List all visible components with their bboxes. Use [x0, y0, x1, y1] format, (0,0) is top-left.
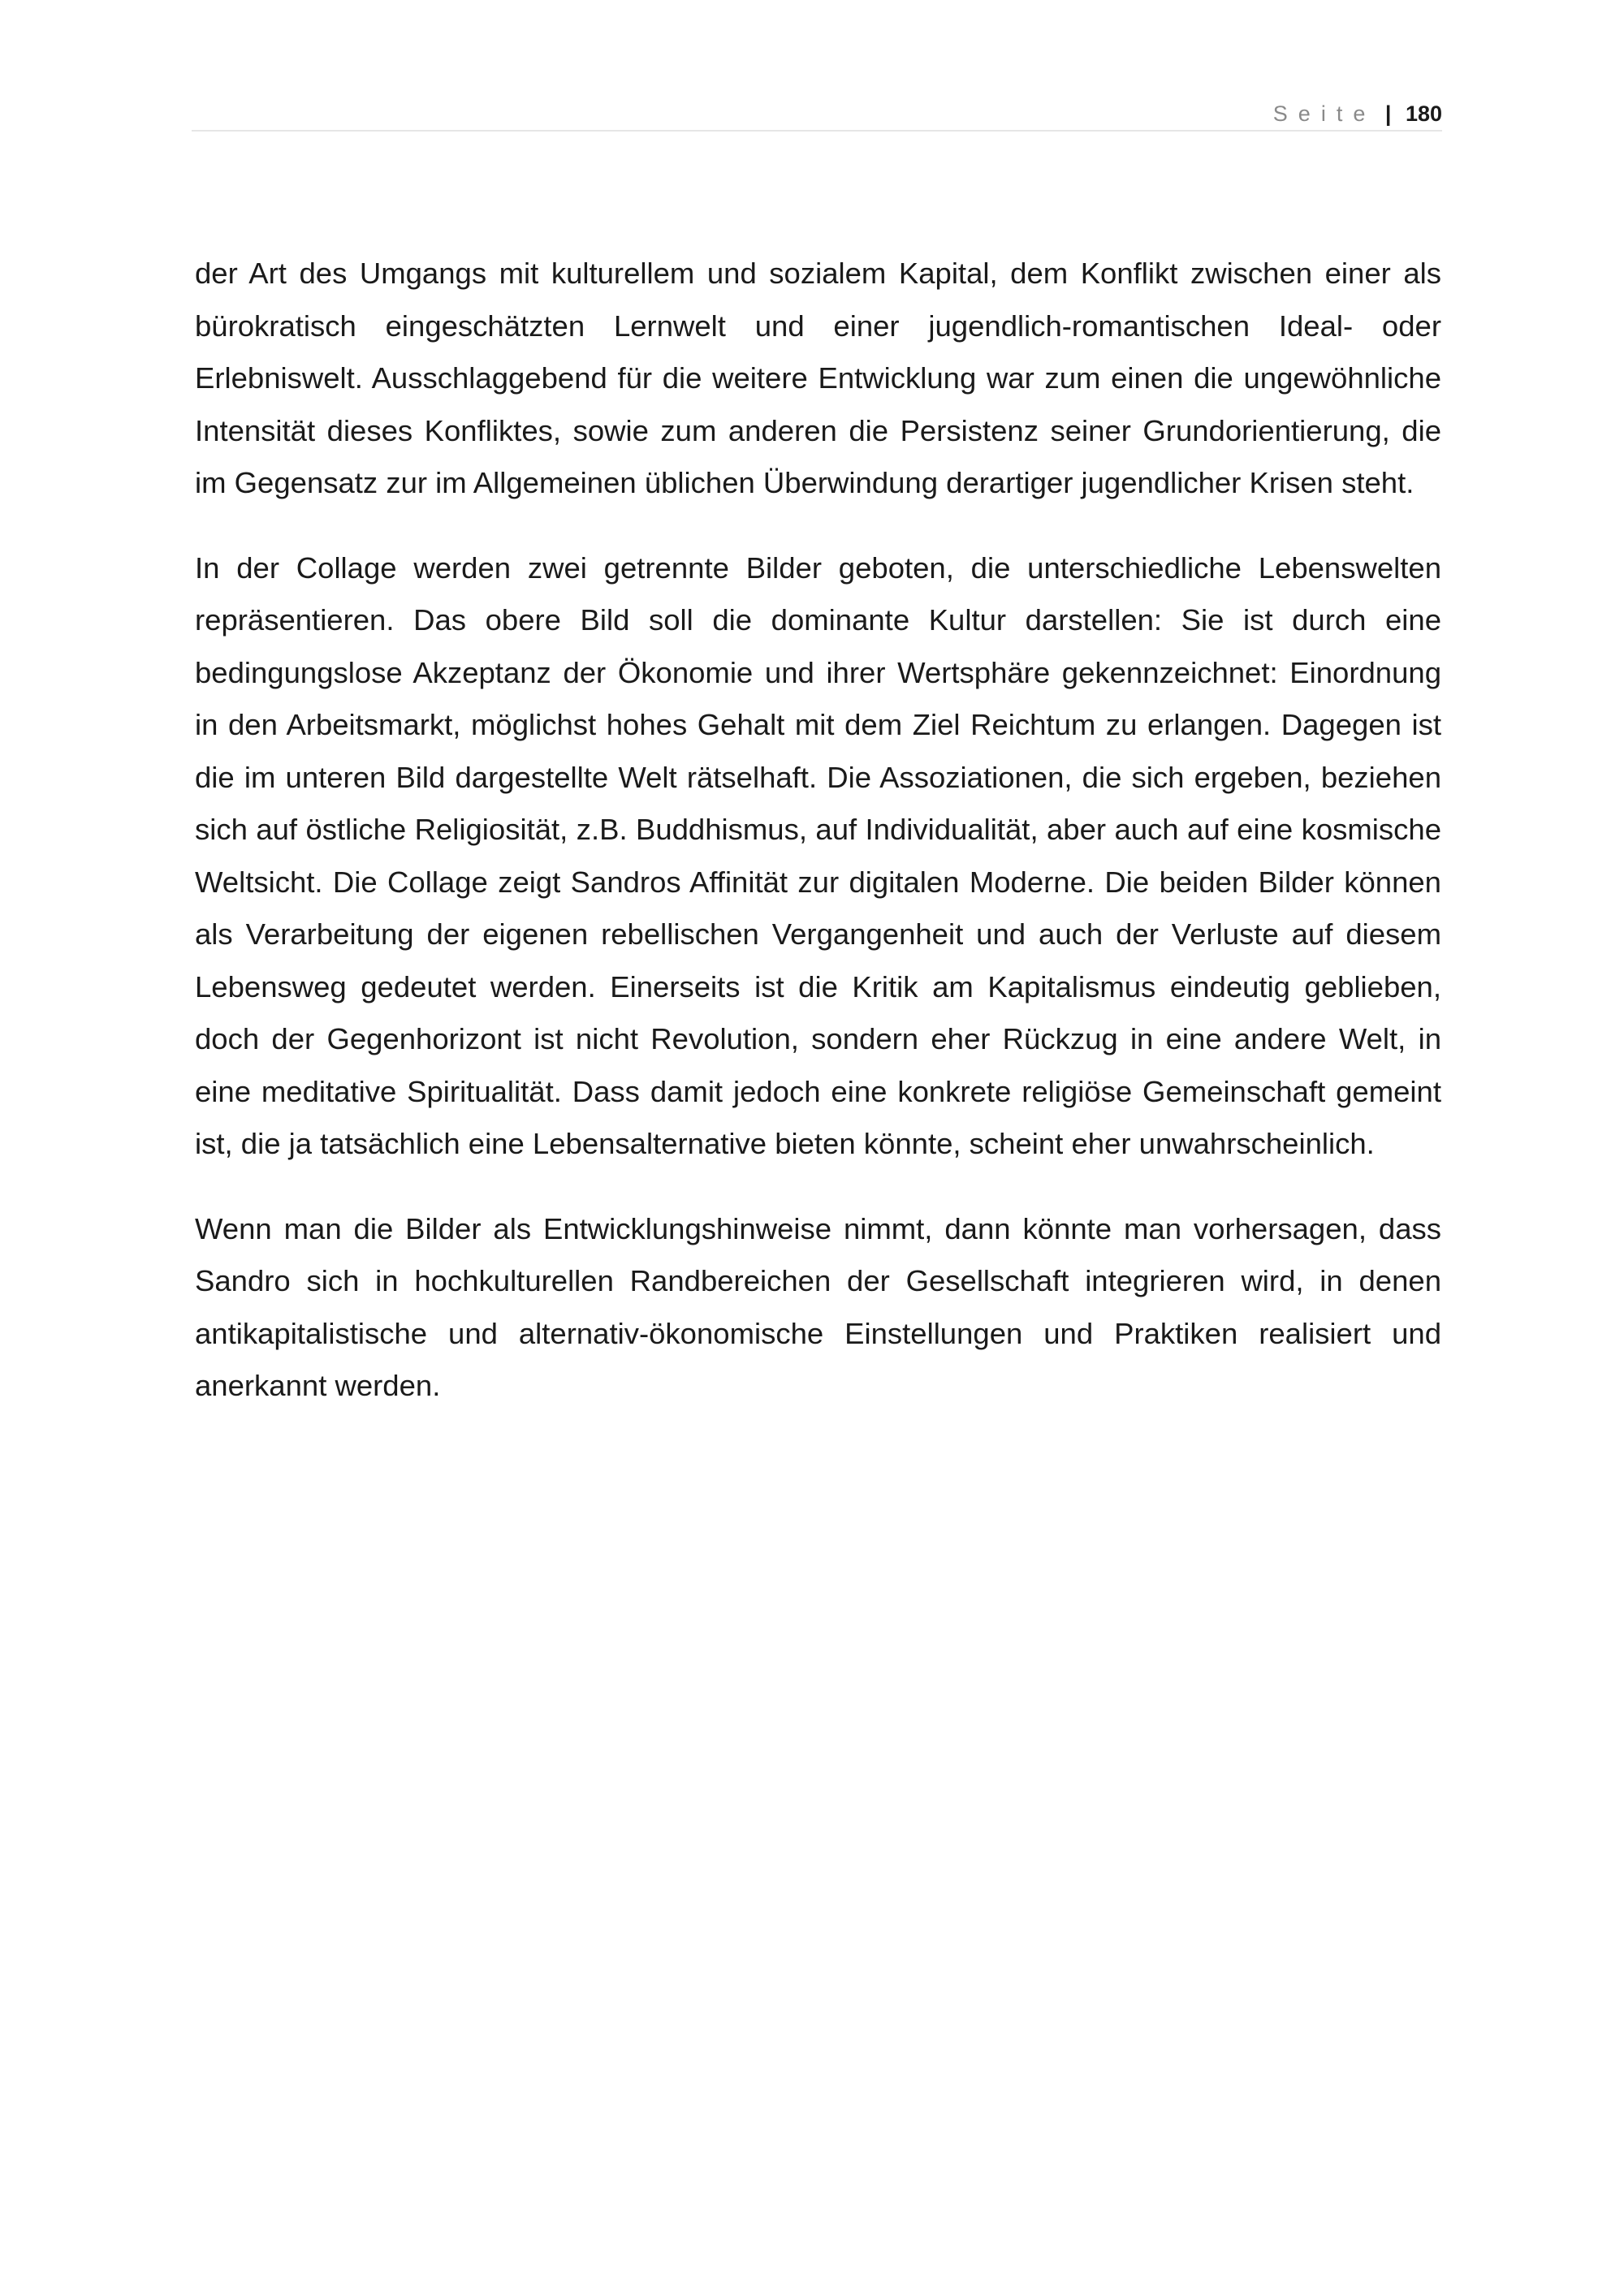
- paragraph-2: In der Collage werden zwei getrennte Bilder geboten, die unterschiedliche Lebenswelten repräsentieren. Das obere Bild soll die dominante Kultur darstellen: Sie ist durch eine bedingungslose Akzeptanz der Ökonomie und ihrer Wertsphäre gekennzeichnet: Einordnung in den Arbeitsmarkt, möglichst hohes Gehalt mit dem Ziel Reichtum zu erlangen. Dagegen ist die im unteren Bild dargestellte Welt rätselhaft. Die Assoziationen, die sich ergeben, beziehen sich auf östliche Religiosität, z.B. Buddhismus, auf Individualität, aber auch auf eine kosmische Weltsicht. Die Collage zeigt Sandros Affinität zur digitalen Moderne. Die beiden Bilder können als Verarbeitung der eigenen rebellischen Vergangenheit und auch der Verluste auf diesem Lebensweg gedeutet werden. Einerseits ist die Kritik am Kapitalismus eindeutig geblieben, doch der Gegenhorizont ist nicht Revolution, sondern eher Rückzug in eine andere Welt, in eine meditative Spiritualität. Dass damit jedoch eine konkrete religiöse Gemeinschaft gemeint ist, die ja tatsächlich eine Lebensalternative bieten könnte, scheint eher unwahrscheinlich.: [195, 550, 1441, 1160]
- page-header: [192, 96, 1442, 132]
- paragraph-1: der Art des Umgangs mit kulturellem und sozialem Kapital, dem Konflikt zwischen einer als bürokratisch eingeschätzten Lernwelt und einer jugendlich-romantischen Ideal- oder Erlebniswelt. Ausschlaggebend für die weitere Entwicklung war zum einen die ungewöhnliche Intensität dieses Konfliktes, sowie zum anderen die Persistenz seiner Grundorientierung, die im Gegensatz zur im Allgemeinen üblichen Überwindung derartiger jugendlicher Krisen steht.: [195, 257, 1441, 499]
- page-number: 180: [1405, 101, 1442, 126]
- header-divider: [192, 130, 1442, 132]
- body-text: [195, 248, 1441, 1445]
- page-label: Seite: [1272, 101, 1376, 126]
- paragraph-3: Wenn man die Bilder als Entwicklungshinweise nimmt, dann könnte man vorhersagen, dass Sandro sich in hochkulturellen Randbereichen der Gesellschaft integrieren wird, in denen antikapitalistische und alternativ-ökonomische Einstellungen und Praktiken realisiert und anerkannt werden.: [195, 1211, 1441, 1402]
- header-separator: |: [1384, 101, 1392, 126]
